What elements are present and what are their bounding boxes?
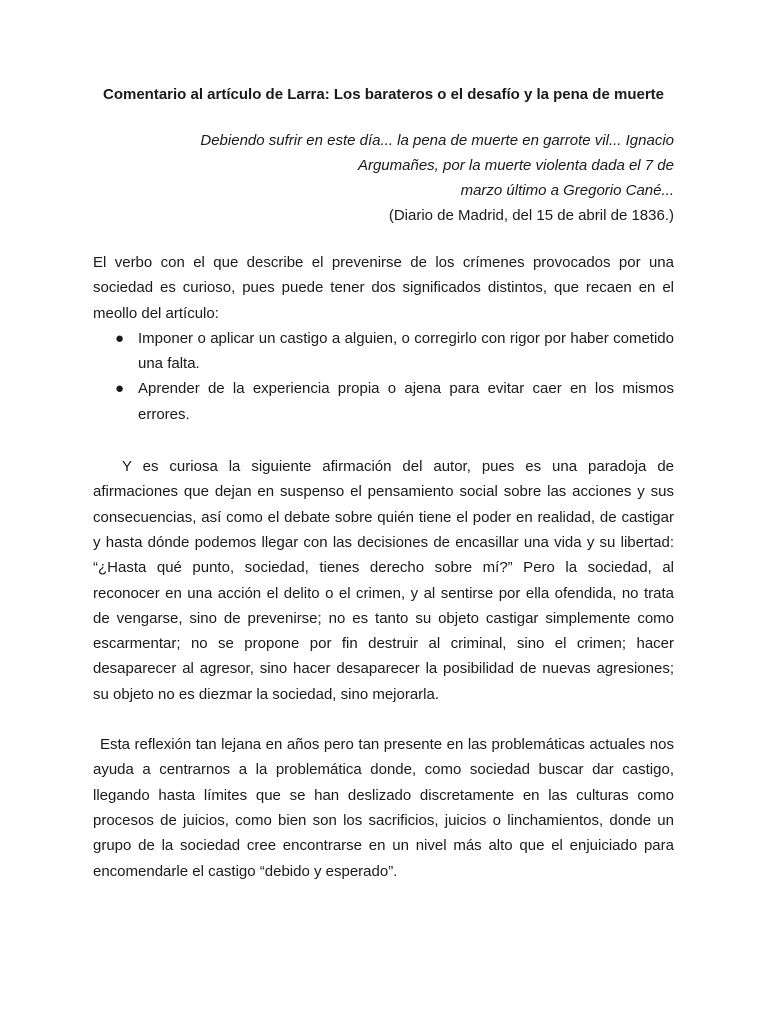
bullet-icon: ● [115, 380, 125, 398]
bullet-list [93, 326, 674, 427]
document-page [93, 82, 674, 884]
paragraph-reflection: Esta reflexión tan lejana en años pero tan presente en las problemáticas actuales nos ayuda a centrarnos a la problemática donde, como sociedad buscar dar castigo, llegando hasta límites que se han deslizado discretamente en las culturas como procesos de juicios, como bien son los sacrificios, juicios o linchamientos, donde un grupo de la sociedad cree encontrarse en un nivel más alto que el enjuiciado para encomendarle el castigo “debido y esperado”. [93, 736, 674, 880]
bullet-item [93, 326, 674, 377]
epigraph-quote [93, 128, 674, 203]
bullet-text: Aprender de la experiencia propia o ajena para evitar caer en los mismos errores. [138, 380, 674, 423]
epigraph-line: Debiendo sufrir en este día... la pena de muerte en garrote vil... Ignacio [200, 132, 674, 149]
document-title: Comentario al artículo de Larra: Los barateros o el desafío y la pena de muerte [103, 86, 664, 103]
epigraph-line: Argumañes, por la muerte violenta dada el 7 de [357, 157, 674, 174]
epigraph-source: (Diario de Madrid, del 15 de abril de 1836.) [388, 207, 674, 224]
paragraph-paradox: Y es curiosa la siguiente afirmación del autor, pues es una paradoja de afirmaciones que dejan en suspenso el pensamiento social sobre las acciones y sus consecuencias, así como el debate sobre quién tiene el poder en realidad, de castigar y hasta dónde podemos llegar con las decisiones de encasillar una vida y su libertad: “¿Hasta qué punto, sociedad, tienes derecho sobre mí?” Pero la sociedad, al reconocer en una acción el delito o el crimen, y al sentirse por ella ofendida, no trata de vengarse, sino de prevenirse; no es tanto su objeto castigar simplemente como escarmentar; no se propone por fin destruir al criminal, sino el crimen; hacer desaparecer al agresor, sino hacer desaparecer la posibilidad de nuevas agresiones; su objeto no es diezmar la sociedad, sino mejorarla. [93, 458, 674, 703]
bullet-text: Imponer o aplicar un castigo a alguien, o corregirlo con rigor por haber cometido una falta. [138, 329, 674, 373]
bullet-item [93, 376, 674, 427]
paragraph-intro: El verbo con el que describe el prevenirse de los crímenes provocados por una sociedad es curioso, pues puede tener dos significados distintos, que recaen en el meollo del artículo: [93, 254, 674, 322]
bullet-icon: ● [115, 329, 125, 347]
epigraph [93, 128, 674, 228]
epigraph-line: marzo último a Gregorio Cané... [460, 182, 674, 199]
